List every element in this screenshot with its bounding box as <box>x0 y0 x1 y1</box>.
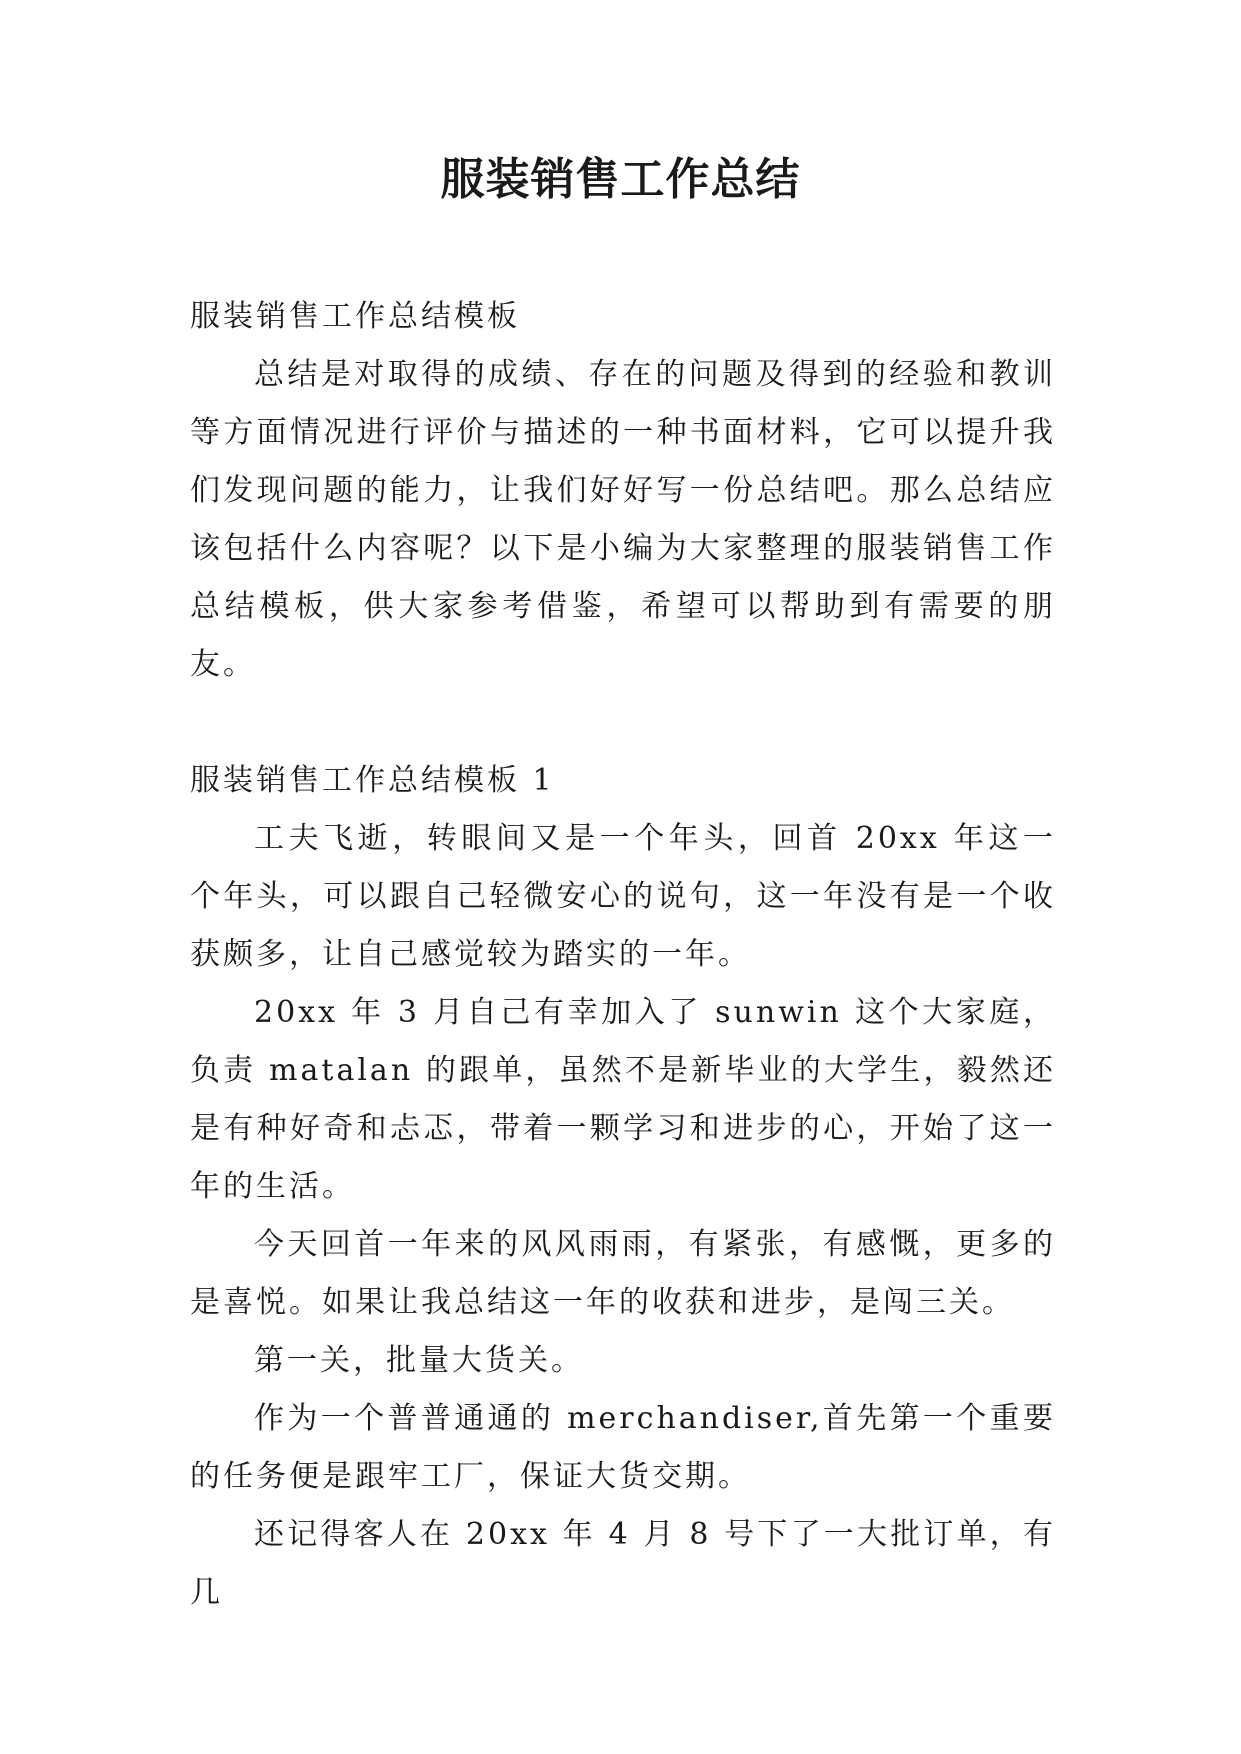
intro-paragraph: 总结是对取得的成绩、存在的问题及得到的经验和教训等方面情况进行评价与描述的一种书面材料，它可以提升我们发现问题的能力，让我们好好写一份总结吧。那么总结应该包括什么内容呢？以下是小编为大家整理的服装销售工作总结模板，供大家参考借鉴，希望可以帮助到有需要的朋友。 <box>190 357 1056 682</box>
section1-heading: 服装销售工作总结模板 1 <box>190 763 555 798</box>
paragraph: 20xx 年 3 月自己有幸加入了 sunwin 这个大家庭，负责 matalan 的跟单，虽然不是新毕业的大学生，毅然还是有种好奇和忐忑，带着一颗学习和进步的心，开始了这一年的生活。 <box>190 995 1056 1204</box>
intro-heading: 服装销售工作总结模板 <box>190 299 520 334</box>
document-body <box>190 288 1056 1622</box>
document-title: 服装销售工作总结 <box>440 154 801 205</box>
paragraph: 工夫飞逝，转眼间又是一个年头，回首 20xx 年这一个年头，可以跟自己轻微安心的说句，这一年没有是一个收获颇多，让自己感觉较为踏实的一年。 <box>190 821 1056 972</box>
paragraph: 作为一个普普通通的 merchandiser,首先第一个重要的任务便是跟牢工厂，保证大货交期。 <box>190 1401 1056 1494</box>
paragraph: 今天回首一年来的风风雨雨，有紧张，有感慨，更多的是喜悦。如果让我总结这一年的收获和进步，是闯三关。 <box>190 1227 1056 1320</box>
paragraph: 还记得客人在 20xx 年 4 月 8 号下了一大批订单，有几 <box>190 1517 1056 1610</box>
section-spacer <box>190 694 1056 752</box>
paragraph: 第一关，批量大货关。 <box>254 1343 584 1378</box>
